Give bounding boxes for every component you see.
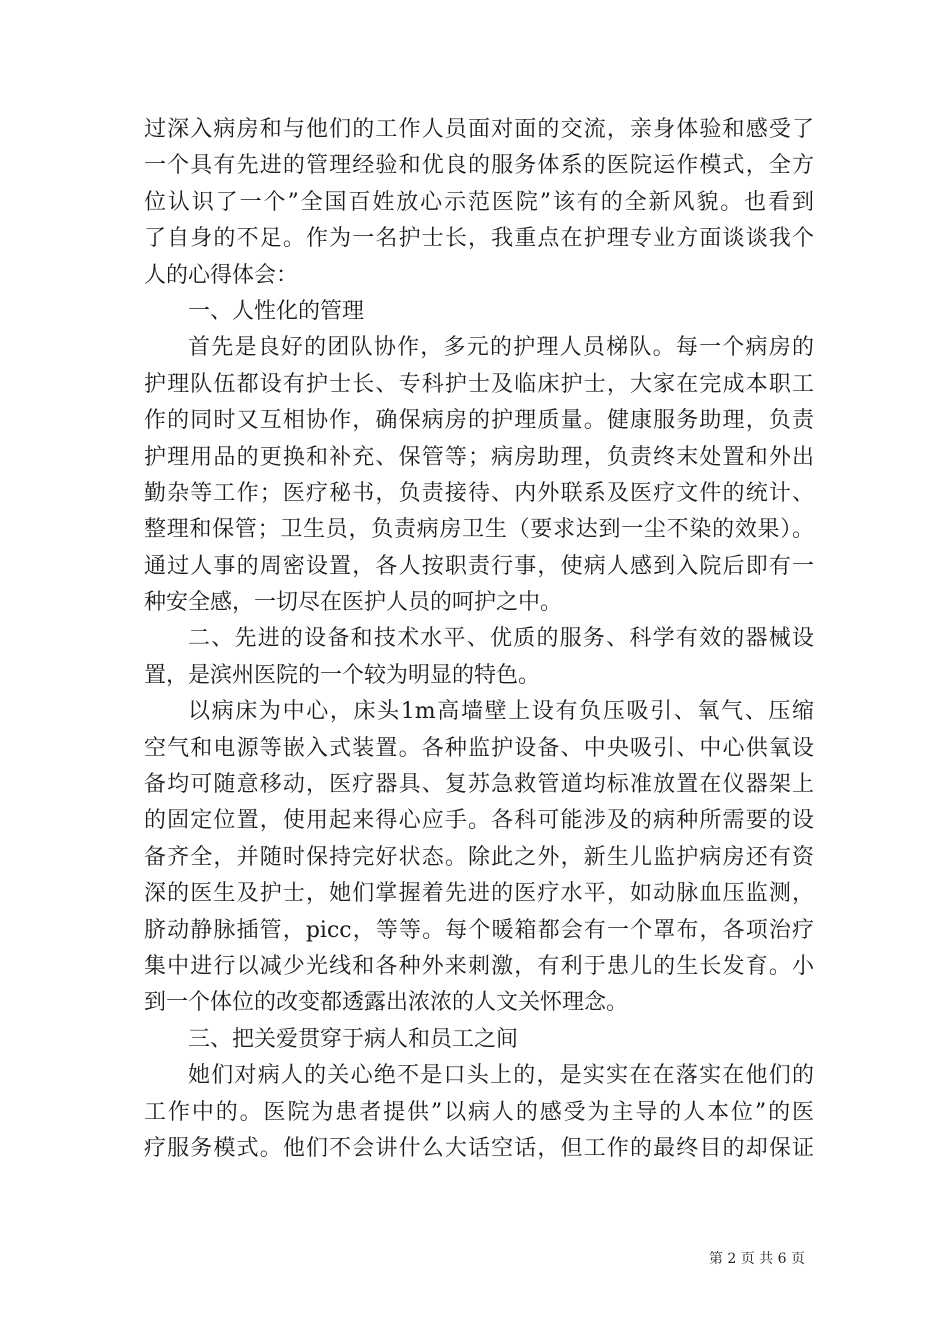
text-line: 通过人事的周密设置，各人按职责行事，使病人感到入院后即有一 xyxy=(144,553,814,579)
text-line: 备均可随意移动，医疗器具、复苏急救管道均标准放置在仪器架上 xyxy=(144,772,814,798)
text-line: 集中进行以减少光线和各种外来刺激，有利于患儿的生长发育。小 xyxy=(144,953,814,979)
body-text xyxy=(144,112,814,1167)
text-line: 一、人性化的管理 xyxy=(188,298,365,324)
text-line: 护理队伍都设有护士长、专科护士及临床护士，大家在完成本职工 xyxy=(144,371,814,397)
text-line: 二、先进的设备和技术水平、优质的服务、科学有效的器械设 xyxy=(188,626,814,652)
text-line: 深的医生及护士，她们掌握着先进的医疗水平，如动脉血压监测， xyxy=(144,881,814,907)
text-line: 置，是滨州医院的一个较为明显的特色。 xyxy=(144,662,541,688)
text-line: 她们对病人的关心绝不是口头上的，是实实在在落实在他们的 xyxy=(188,1063,814,1089)
text-line: 一个具有先进的管理经验和优良的服务体系的医院运作模式，全方 xyxy=(144,153,814,179)
text-line: 种安全感，一切尽在医护人员的呵护之中。 xyxy=(144,590,563,616)
text-line: 整理和保管；卫生员，负责病房卫生（要求达到一尘不染的效果）。 xyxy=(144,517,814,543)
text-line: 人的心得体会： xyxy=(144,262,299,288)
text-line: 勤杂等工作；医疗秘书，负责接待、内外联系及医疗文件的统计、 xyxy=(144,480,814,506)
text-line: 疗服务模式。他们不会讲什么大话空话，但工作的最终目的却保证 xyxy=(144,1135,814,1161)
text-line: 护理用品的更换和补充、保管等；病房助理，负责终末处置和外出 xyxy=(144,444,814,470)
text-line: 三、把关爱贯穿于病人和员工之间 xyxy=(188,1026,519,1052)
text-line: 过深入病房和与他们的工作人员面对面的交流，亲身体验和感受了 xyxy=(144,117,814,142)
text-line: 工作中的。医院为患者提供”以病人的感受为主导的人本位”的医 xyxy=(144,1099,814,1125)
text-line: 的固定位置，使用起来得心应手。各科可能涉及的病种所需要的设 xyxy=(144,808,814,834)
text-line: 到一个体位的改变都透露出浓浓的人文关怀理念。 xyxy=(144,990,629,1016)
text-line: 备齐全，并随时保持完好状态。除此之外，新生儿监护病房还有资 xyxy=(144,844,814,870)
text-line: 位认识了一个”全国百姓放心示范医院”该有的全新风貌。也看到 xyxy=(144,189,814,215)
page-number: 第 2 页 共 6 页 xyxy=(708,1251,805,1267)
text-line: 首先是良好的团队协作，多元的护理人员梯队。每一个病房的 xyxy=(188,335,814,361)
text-line: 脐动静脉插管，picc，等等。每个暖箱都会有一个罩布，各项治疗 xyxy=(144,917,814,943)
text-line: 空气和电源等嵌入式装置。各种监护设备、中央吸引、中心供氧设 xyxy=(144,735,814,761)
text-line: 以病床为中心，床头1m高墙壁上设有负压吸引、氧气、压缩 xyxy=(188,699,814,725)
text-line: 作的同时又互相协作，确保病房的护理质量。健康服务助理，负责 xyxy=(144,408,814,434)
text-line: 了自身的不足。作为一名护士长，我重点在护理专业方面谈谈我个 xyxy=(144,226,814,252)
